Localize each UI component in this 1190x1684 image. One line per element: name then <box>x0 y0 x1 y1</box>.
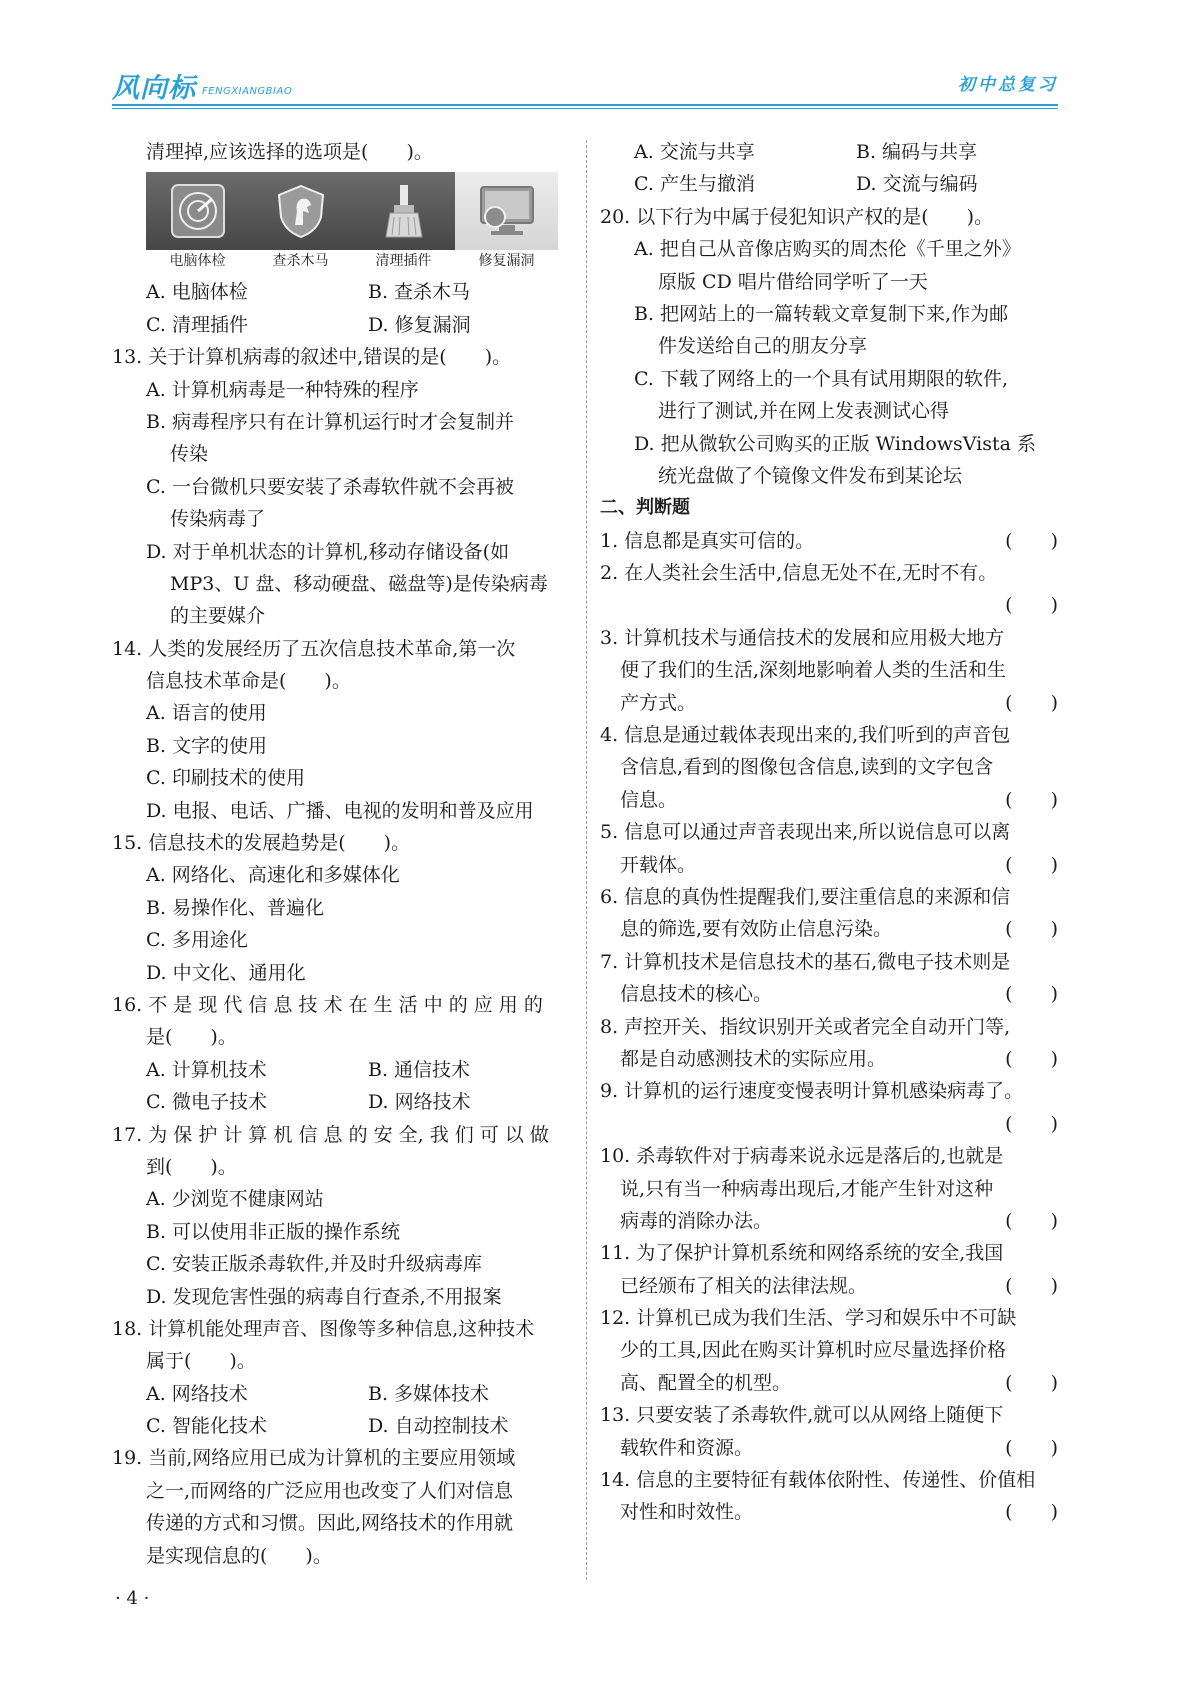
question-12-options-row-2 <box>112 309 572 341</box>
tf-item-10-last <box>600 1205 1058 1237</box>
question-17-option-c: C. 安装正版杀毒软件,并及时升级病毒库 <box>146 1253 482 1276</box>
question-18-options-row-1 <box>112 1378 572 1410</box>
tf-text: 开载体。 <box>620 853 697 876</box>
tf-item-3-last <box>600 687 1058 719</box>
tf-text: 信息。 <box>620 788 678 811</box>
tf-item-14-text: 14. 信息的主要特征有载体依附性、传递性、价值相 <box>600 1469 1036 1492</box>
question-14-option-c: C. 印刷技术的使用 <box>146 767 305 790</box>
option-a: A. 电脑体检 <box>146 281 248 304</box>
question-17-option-d: D. 发现危害性强的病毒自行查杀,不用报案 <box>146 1285 502 1308</box>
question-15-option-a: A. 网络化、高速化和多媒体化 <box>146 864 400 887</box>
shield-horse-icon <box>270 180 332 242</box>
answer-bracket: ( ) <box>1005 1209 1058 1232</box>
tf-text: 对性和时效性。 <box>620 1501 754 1524</box>
option-a: A. 计算机技术 <box>146 1058 267 1081</box>
tf-item-2-text: 2. 在人类社会生活中,信息无处不在,无时不有。 <box>600 562 998 585</box>
question-15-option-d: D. 中文化、通用化 <box>146 961 306 984</box>
question-19-options-row-2 <box>600 168 1058 200</box>
question-17-option-b: B. 可以使用非正版的操作系统 <box>146 1220 401 1243</box>
tf-item-6-last <box>600 913 1058 945</box>
header-rule <box>112 104 1058 106</box>
question-14-option-b: B. 文字的使用 <box>146 734 268 757</box>
question-15-option-c: C. 多用途化 <box>146 929 248 952</box>
question-13-option-c: C. 一台微机只要安装了杀毒软件就不会再被 <box>146 475 514 498</box>
question-20-option-a-cont: 原版 CD 唱片借给同学听了一天 <box>658 270 928 293</box>
tf-item-7-text: 7. 计算机技术是信息技术的基石,微电子技术则是 <box>600 950 1011 973</box>
question-13-option-a: A. 计算机病毒是一种特殊的程序 <box>146 378 419 401</box>
question-16-stem-cont: 是( )。 <box>146 1026 237 1049</box>
answer-bracket: ( ) <box>1005 1371 1058 1394</box>
tf-text: 息的筛选,要有效防止信息污染。 <box>620 918 893 941</box>
broom-icon <box>373 180 435 242</box>
option-a: A. 网络技术 <box>146 1382 248 1405</box>
tf-item-2-answer <box>600 589 1058 621</box>
tf-item-12-last <box>600 1367 1058 1399</box>
question-16-options-row-2 <box>112 1086 572 1118</box>
question-18-stem: 18. 计算机能处理声音、图像等多种信息,这种技术 <box>112 1317 535 1340</box>
answer-bracket: ( ) <box>1005 1274 1058 1297</box>
question-17-option-a: A. 少浏览不健康网站 <box>146 1188 324 1211</box>
tool-label: 查杀木马 <box>249 250 352 272</box>
option-c: C. 智能化技术 <box>146 1415 267 1438</box>
tf-item-3-text-cont: 便了我们的生活,深刻地影响着人类的生活和生 <box>620 659 1007 682</box>
question-15-option-b: B. 易操作化、普遍化 <box>146 896 325 919</box>
tf-item-4-text-cont: 含信息,看到的图像包含信息,读到的文字包含 <box>620 756 994 779</box>
brand-logo-subtitle: FENGXIANGBIAO <box>202 86 293 97</box>
question-20-option-b: B. 把网站上的一篇转载文章复制下来,作为邮 <box>634 302 1009 325</box>
option-a: A. 交流与共享 <box>634 141 755 163</box>
question-20-option-b-cont: 件发送给自己的朋友分享 <box>658 335 868 358</box>
question-13-option-d: D. 对于单机状态的计算机,移动存储设备(如 <box>146 540 510 563</box>
option-d: D. 自动控制技术 <box>368 1415 509 1438</box>
monitor-icon <box>476 180 538 242</box>
tool-label: 清理插件 <box>352 250 455 272</box>
tf-item-3-text: 3. 计算机技术与通信技术的发展和应用极大地方 <box>600 626 1005 649</box>
question-17-stem-cont: 到( )。 <box>146 1155 237 1178</box>
question-13-option-b: B. 病毒程序只有在计算机运行时才会复制并 <box>146 410 515 433</box>
tf-item-8-last <box>600 1043 1058 1075</box>
question-19-stem-cont: 之一,而网络的广泛应用也改变了人们对信息 <box>146 1479 514 1502</box>
question-13-stem: 13. 关于计算机病毒的叙述中,错误的是( )。 <box>112 346 512 369</box>
option-c: C. 清理插件 <box>146 313 248 336</box>
tf-text: 载软件和资源。 <box>620 1436 754 1459</box>
question-12-options-row-1 <box>112 276 572 308</box>
tf-text: 高、配置全的机型。 <box>620 1371 792 1394</box>
tf-item-4-text: 4. 信息是通过载体表现出来的,我们听到的声音包 <box>600 724 1011 747</box>
question-13-option-c-cont: 传染病毒了 <box>170 508 266 531</box>
tool-label: 电脑体检 <box>146 250 249 272</box>
tf-item-12-text-cont: 少的工具,因此在购买计算机时应尽量选择价格 <box>620 1339 1007 1362</box>
option-d: D. 交流与编码 <box>856 173 978 196</box>
page-header <box>112 62 1058 106</box>
left-column <box>112 136 572 1572</box>
tf-text: 病毒的消除办法。 <box>620 1209 773 1232</box>
tf-text: 已经颁布了相关的法律法规。 <box>620 1274 868 1297</box>
right-column <box>600 136 1058 1529</box>
tf-item-9-answer <box>600 1108 1058 1140</box>
question-19-stem-cont: 传递的方式和习惯。因此,网络技术的作用就 <box>146 1512 514 1535</box>
option-d: D. 修复漏洞 <box>368 313 471 336</box>
answer-bracket: ( ) <box>1005 983 1058 1006</box>
tf-text: 产方式。 <box>620 691 697 714</box>
answer-bracket: ( ) <box>1005 918 1058 941</box>
tf-item-13-last <box>600 1432 1058 1464</box>
question-15-stem: 15. 信息技术的发展趋势是( )。 <box>112 832 411 855</box>
question-14-option-a: A. 语言的使用 <box>146 702 267 725</box>
tf-item-4-last <box>600 784 1058 816</box>
tf-item-8-text: 8. 声控开关、指纹识别开关或者完全自动开门等, <box>600 1015 1011 1038</box>
question-18-stem-cont: 属于( )。 <box>146 1350 256 1373</box>
question-14-option-d: D. 电报、电话、广播、电视的发明和普及应用 <box>146 799 534 822</box>
tf-item-11-text: 11. 为了保护计算机系统和网络系统的安全,我国 <box>600 1242 1004 1265</box>
tool-label: 修复漏洞 <box>455 250 558 272</box>
question-13-option-d-cont: 的主要媒介 <box>170 605 266 628</box>
tf-text: 都是自动感测技术的实际应用。 <box>620 1047 887 1070</box>
tf-item-6-text: 6. 信息的真伪性提醒我们,要注重信息的来源和信 <box>600 885 1011 908</box>
question-19-stem-cont: 是实现信息的( )。 <box>146 1544 332 1567</box>
question-20-option-d-cont: 统光盘做了个镜像文件发布到某论坛 <box>658 464 963 487</box>
page-number: · 4 · <box>115 1588 150 1609</box>
question-14-stem: 14. 人类的发展经历了五次信息技术革命,第一次 <box>112 637 516 660</box>
tf-item-10-text-cont: 说,只有当一种病毒出现后,才能产生针对这种 <box>620 1177 994 1200</box>
answer-bracket: ( ) <box>1005 1112 1058 1135</box>
option-b: B. 多媒体技术 <box>368 1382 490 1405</box>
tf-text: 1. 信息都是真实可信的。 <box>600 529 815 552</box>
security-tool-screenshot <box>146 172 558 272</box>
tf-item-9-text: 9. 计算机的运行速度变慢表明计算机感染病毒了。 <box>600 1080 1024 1103</box>
tf-item-5-text: 5. 信息可以通过声音表现出来,所以说信息可以离 <box>600 821 1011 844</box>
tool-checkup <box>146 172 249 272</box>
option-b: B. 查杀木马 <box>368 281 471 304</box>
tf-item-5-last <box>600 849 1058 881</box>
answer-bracket: ( ) <box>1005 1047 1058 1070</box>
radar-icon <box>167 180 229 242</box>
header-rule-thin <box>112 108 1058 109</box>
header-series-title: 初中总复习 <box>958 75 1058 95</box>
tool-patch-vulnerability <box>455 172 558 272</box>
tool-trojan-scan <box>249 172 352 272</box>
tf-item-7-last <box>600 978 1058 1010</box>
question-19-stem: 19. 当前,网络应用已成为计算机的主要应用领域 <box>112 1447 516 1470</box>
option-b: B. 通信技术 <box>368 1058 471 1081</box>
question-14-stem-cont: 信息技术革命是( )。 <box>146 670 351 693</box>
question-20-option-a: A. 把自己从音像店购买的周杰伦《千里之外》 <box>634 238 1021 261</box>
answer-bracket: ( ) <box>1005 1436 1058 1459</box>
answer-bracket: ( ) <box>1005 788 1058 811</box>
tf-item-13-text: 13. 只要安装了杀毒软件,就可以从网络上随便下 <box>600 1404 1004 1427</box>
tf-item-10-text: 10. 杀毒软件对于病毒来说永远是落后的,也就是 <box>600 1145 1004 1168</box>
question-20-stem: 20. 以下行为中属于侵犯知识产权的是( )。 <box>600 205 994 228</box>
answer-bracket: ( ) <box>1005 529 1058 552</box>
option-c: C. 微电子技术 <box>146 1091 267 1114</box>
tf-item-1 <box>600 525 1058 557</box>
section-heading-true-false: 二、判断题 <box>600 497 690 519</box>
question-12-stem-tail: 清理掉,应该选择的选项是( )。 <box>146 141 433 163</box>
question-19-options-row-1 <box>600 136 1058 168</box>
answer-bracket: ( ) <box>1005 1501 1058 1524</box>
tf-text: 信息技术的核心。 <box>620 983 773 1006</box>
option-d: D. 网络技术 <box>368 1091 471 1114</box>
option-b: B. 编码与共享 <box>856 141 978 163</box>
tool-plugin-cleanup <box>352 172 455 272</box>
question-20-option-c-cont: 进行了测试,并在网上发表测试心得 <box>658 400 950 423</box>
answer-bracket: ( ) <box>1005 853 1058 876</box>
question-20-option-c: C. 下载了网络上的一个具有试用期限的软件, <box>634 367 1008 390</box>
question-18-options-row-2 <box>112 1410 572 1442</box>
tf-item-11-last <box>600 1270 1058 1302</box>
column-divider <box>586 140 587 1580</box>
tf-item-14-last <box>600 1496 1058 1528</box>
question-13-option-b-cont: 传染 <box>170 443 209 466</box>
question-16-stem: 16. 不 是 现 代 信 息 技 术 在 生 活 中 的 应 用 的 <box>112 993 543 1016</box>
question-16-options-row-1 <box>112 1054 572 1086</box>
question-17-stem: 17. 为 保 护 计 算 机 信 息 的 安 全, 我 们 可 以 做 <box>112 1123 549 1146</box>
tf-item-12-text: 12. 计算机已成为我们生活、学习和娱乐中不可缺 <box>600 1307 1017 1330</box>
answer-bracket: ( ) <box>1005 691 1058 714</box>
option-c: C. 产生与撤消 <box>634 173 755 196</box>
question-20-option-d: D. 把从微软公司购买的正版 WindowsVista 系 <box>634 432 1037 455</box>
brand-logo: 风向标 <box>112 73 196 104</box>
answer-bracket: ( ) <box>1005 594 1058 617</box>
question-13-option-d-cont: MP3、U 盘、移动硬盘、磁盘等)是传染病毒 <box>170 572 548 595</box>
